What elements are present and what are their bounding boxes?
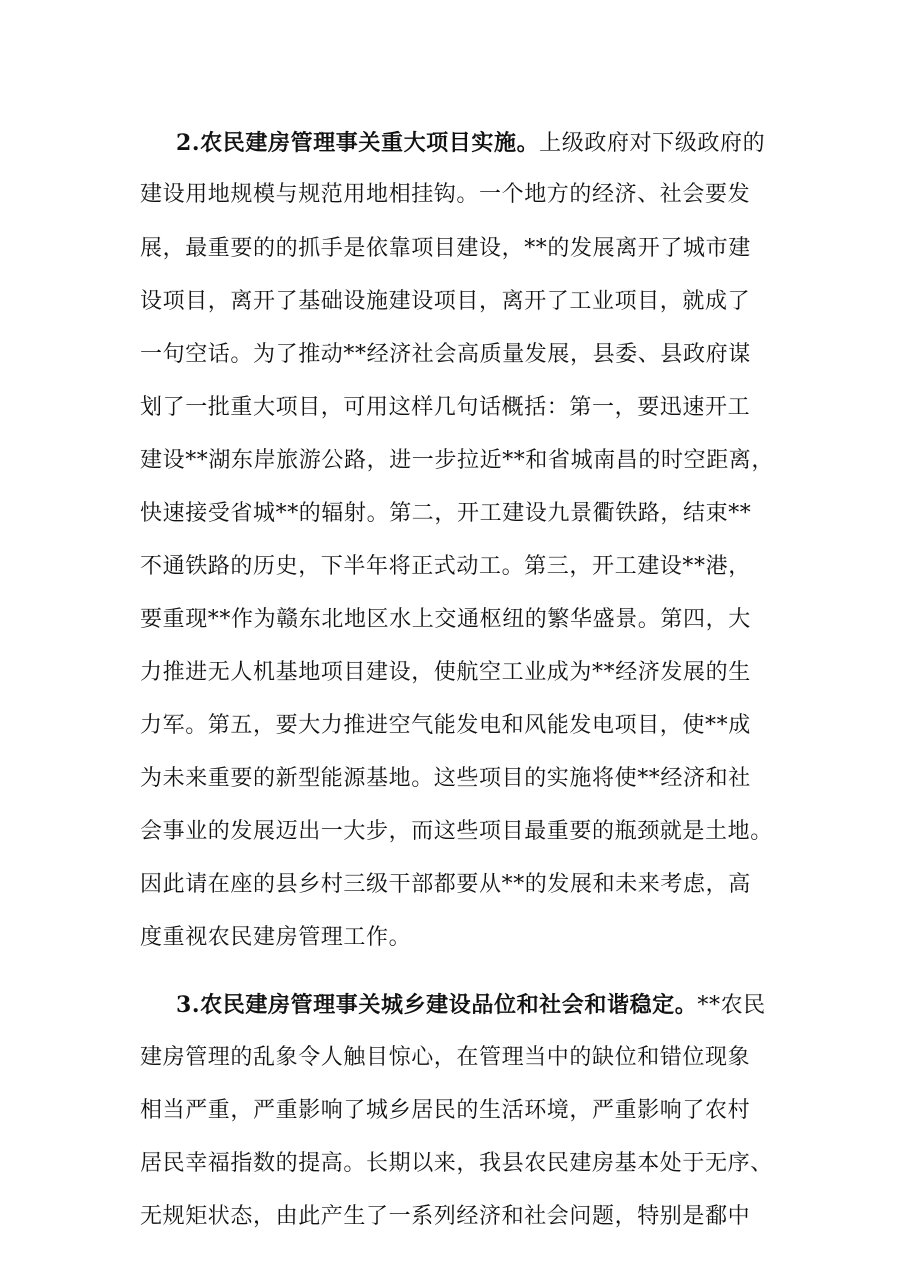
paragraph-2-line-15: 因此请在座的县乡村三级干部都要从**的发展和未来考虑，高 — [140, 872, 751, 897]
paragraph-2-line-2: 建设用地规模与规范用地相挂钩。一个地方的经济、社会要发 — [140, 182, 751, 207]
paragraph-2-heading: 2.农民建房管理事关重大项目实施。 — [176, 130, 540, 156]
paragraph-2-line-1: 上级政府对下级政府的 — [539, 131, 766, 156]
paragraph-2-first-line — [176, 128, 765, 159]
paragraph-2-line-10: 要重现**作为赣东北地区水上交通枢纽的繁华盛景。第四，大 — [140, 607, 751, 632]
paragraph-2-line-6: 划了一批重大项目，可用这样几句话概括：第一，要迅速开工 — [140, 395, 751, 420]
paragraph-3-line-5: 无规矩状态，由此产生了一系列经济和社会问题，特别是鄱中 — [140, 1204, 751, 1229]
paragraph-3-line-1: **农民 — [697, 993, 766, 1018]
paragraph-2-line-14: 会事业的发展迈出一大步，而这些项目最重要的瓶颈就是土地。 — [140, 819, 773, 844]
paragraph-3-line-3: 相当严重，严重影响了城乡居民的生活环境，严重影响了农村 — [140, 1098, 751, 1123]
paragraph-3-line-2: 建房管理的乱象令人触目惊心，在管理当中的缺位和错位现象 — [140, 1045, 751, 1070]
paragraph-2-line-11: 力推进无人机基地项目建设，使航空工业成为**经济发展的生 — [140, 660, 751, 685]
paragraph-2-line-5: 一句空话。为了推动**经济社会高质量发展，县委、县政府谋 — [140, 342, 751, 367]
paragraph-2-line-16: 度重视农民建房管理工作。 — [140, 925, 412, 950]
paragraph-2-line-9: 不通铁路的历史，下半年将正式动工。第三，开工建设**港， — [140, 554, 751, 579]
paragraph-3-line-4: 居民幸福指数的提高。长期以来，我县农民建房基本处于无序、 — [140, 1151, 773, 1176]
paragraph-2-line-12: 力军。第五，要大力推进空气能发电和风能发电项目，使**成 — [140, 713, 751, 738]
paragraph-3-heading: 3.农民建房管理事关城乡建设品位和社会和谐稳定。 — [176, 992, 698, 1018]
paragraph-2-line-8: 快速接受省城**的辐射。第二，开工建设九景衢铁路，结束** — [140, 501, 752, 526]
paragraph-2-line-13: 为未来重要的新型能源基地。这些项目的实施将使**经济和社 — [140, 766, 751, 791]
paragraph-2-line-3: 展，最重要的的抓手是依靠项目建设，**的发展离开了城市建 — [140, 236, 751, 261]
paragraph-2-line-4: 设项目，离开了基础设施建设项目，离开了工业项目，就成了 — [140, 289, 751, 314]
paragraph-3-first-line — [176, 990, 766, 1021]
paragraph-2-line-7: 建设**湖东岸旅游公路，进一步拉近**和省城南昌的时空距离， — [140, 448, 775, 473]
